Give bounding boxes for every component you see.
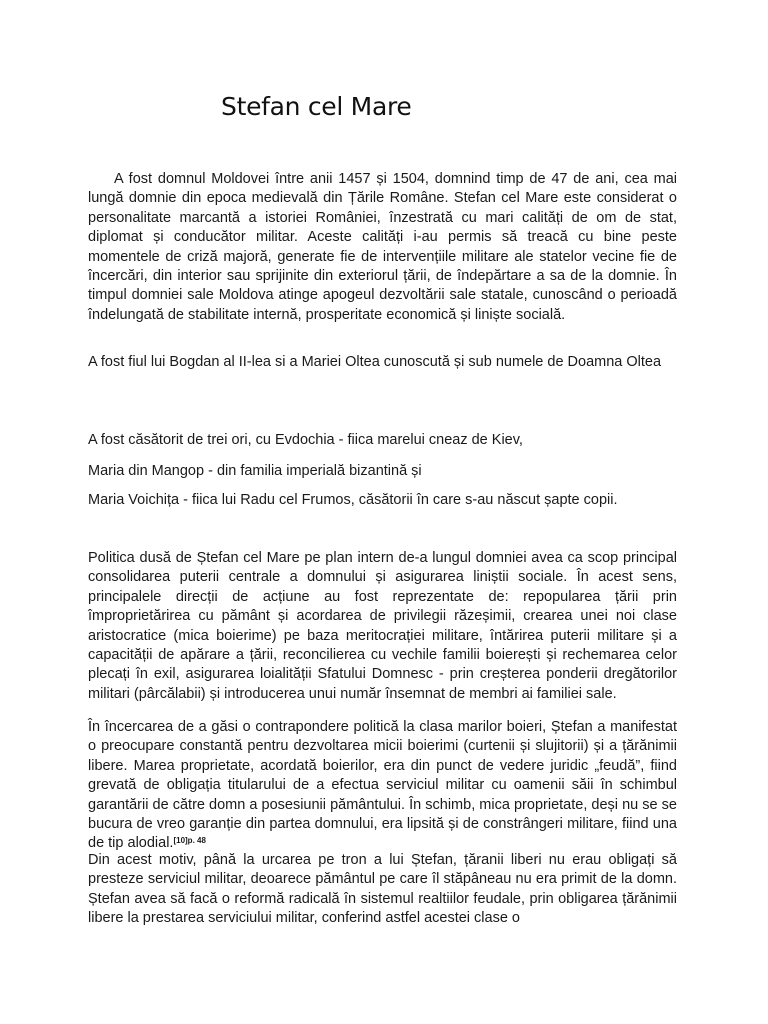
- paragraph-marriages: A fost căsătorit de trei ori, cu Evdochia - fiica marelui cneaz de Kiev,: [88, 432, 523, 448]
- paragraph-small-boyars-text: În încercarea de a găsi o contrapondere politică la clasa marilor boieri, Ștefan a manifestat o preocupare constantă pentru dezvoltarea micii boierimi (curtenii și slujitorii) și a țărănimii libere. Marea proprietate, acordată boierilor, era din punct de vedere juridic „feudă”, fiind grevată de obligația titularului de a efectua serviciul militar cu oamenii săii în schimbul garantării de către domn a posesiunii pământului. În schimb, mica proprietate, deși nu se se bucura de vreo garanție din partea domnului, era lipsită și de constrângeri militare, fiind una de tip alodial.: [88, 719, 677, 852]
- paragraph-maria-mangop: Maria din Mangop - din familia imperială bizantină și: [88, 463, 422, 479]
- page-title: Stefan cel Mare: [221, 92, 412, 121]
- paragraph-internal-policy: Politica dusă de Ștefan cel Mare pe plan intern de-a lungul domniei avea ca scop principal consolidarea puterii centrale a domnului și asigurarea liniștii sociale. În acest sens, principalele direcții de acțiune au fost reprezentate de: repopularea țării prin împroprietărirea cu pământ și acordarea de privilegii răzeșimii, crearea unei noi clase aristocratice (mica boierime) pe baza meritocrației militare, întărirea puterii militare și a capacității de apărare a țării, reconcilierea cu vechile familii boierești și rechemarea celor plecați în exil, asigurarea loialității Sfatului Domnesc - prin creșterea ponderii dregătorilor militari (pârcălabii) și introducerea unui număr însemnat de membri ai familiei sale.: [88, 550, 677, 702]
- paragraph-reign: A fost domnul Moldovei între anii 1457 și 1504, domnind timp de 47 de ani, cea mai lungă domnie din epoca medievală din Țările Române. Stefan cel Mare este considerat o personalitate marcantă a istoriei României, înzestrată cu mari calități de om de stat, diplomat și conducător militar. Aceste calități i-au permis să treacă cu bine peste momentele de criză majoră, generate fie de intervențiile militare ale statelor vecine fie de încercări, din interior sau sprijinite din exteriorul țării, de îndepărtare a sa de la domnie. În timpul domniei sale Moldova atinge apogeul dezvoltării sale statale, cunoscând o perioadă îndelungată de stabilitate internă, prosperitate economică și liniște socială.: [88, 171, 677, 323]
- paragraph-maria-voichita: Maria Voichița - fiica lui Radu cel Frumos, căsătorii în care s-au născut șapte copii.: [88, 492, 618, 508]
- citation-reference: [10]p. 48: [173, 836, 206, 846]
- paragraph-small-boyars: [88, 718, 677, 854]
- paragraph-military-reform: Din acest motiv, până la urcarea pe tron a lui Ștefan, țăranii liberi nu erau obligați să presteze serviciul militar, deoarece pământul pe care îl stăpâneau nu era primit de la domn. Ștefan avea să facă o reformă radicală în sistemul realtiilor feudale, prin obligarea țărănimii libere la prestarea serviciului militar, conferind astfel acestei clase o: [88, 852, 677, 927]
- paragraph-parents: A fost fiul lui Bogdan al II-lea si a Mariei Oltea cunoscută și sub numele de Doamna Oltea: [88, 354, 662, 370]
